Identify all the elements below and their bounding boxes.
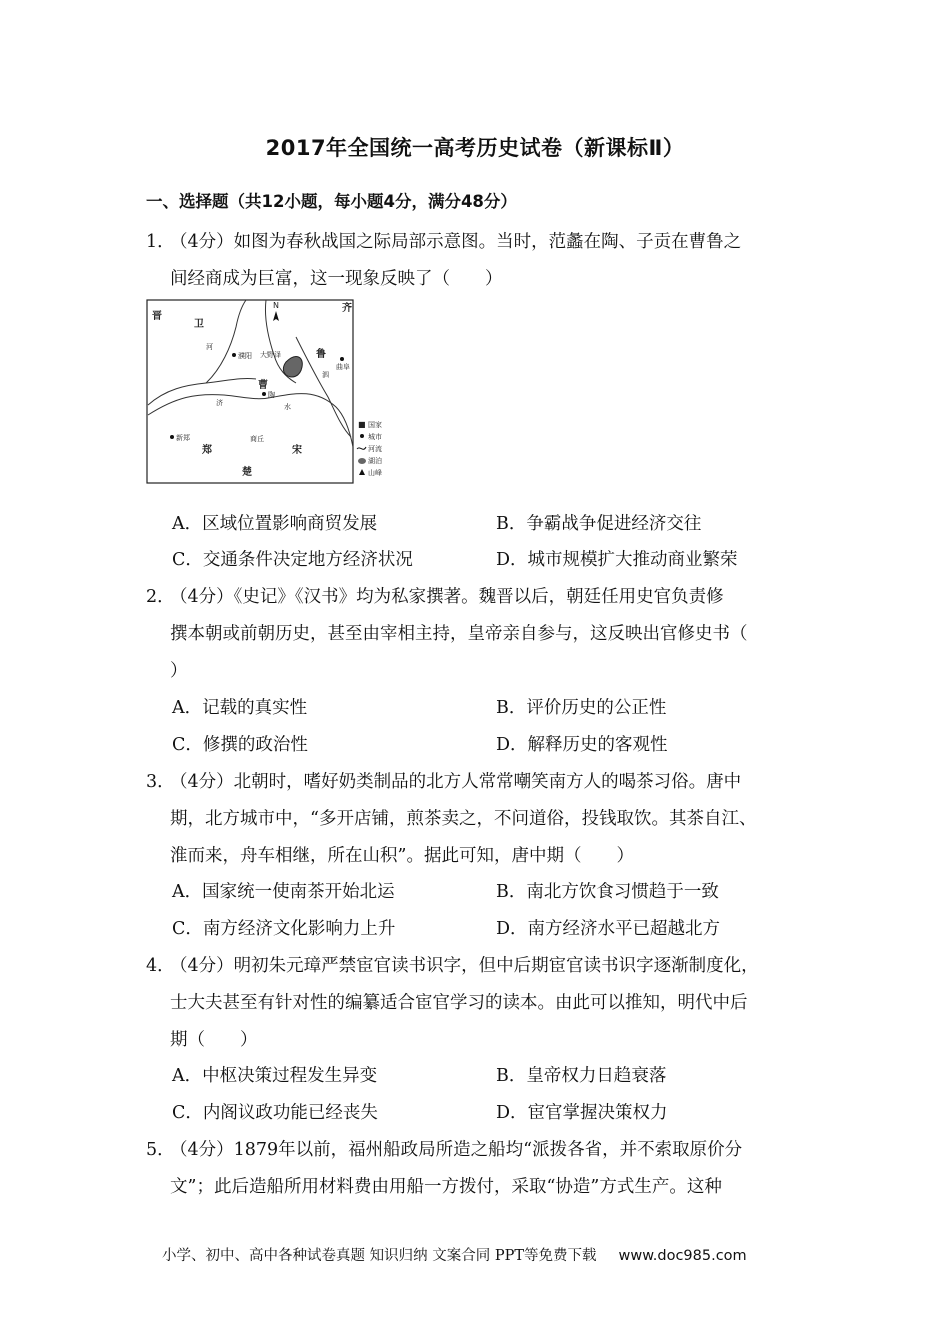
- map-label-cao: 曹: [258, 380, 268, 391]
- question-text-line: （4分）明初朱元璋严禁宦官读书识字，但中后期宦官读书识字逐渐制度化，: [170, 956, 759, 976]
- map-label-si: 泗: [322, 371, 329, 379]
- option-b[interactable]: B．南北方饮食习惯趋于一致: [496, 882, 719, 902]
- question-number: 2．: [146, 587, 175, 607]
- question-text-line: ）: [170, 661, 188, 681]
- question-number: 3．: [146, 772, 175, 792]
- map-label-qufu: 曲阜: [336, 363, 350, 371]
- option-a[interactable]: A．中枢决策过程发生异变: [172, 1066, 378, 1086]
- option-d[interactable]: D．南方经济水平已超越北方: [496, 919, 721, 939]
- city-qufu: [340, 357, 344, 361]
- question-text-line: （4分）1879年以前，福州船政局所造之船均“派拨各省，并不索取原价分: [170, 1140, 743, 1160]
- legend-city: 城市: [368, 433, 382, 441]
- map-label-puyang: 濮阳: [238, 352, 252, 360]
- option-d[interactable]: D．宦官掌握决策权力: [496, 1103, 668, 1123]
- question-text-line: 撰本朝或前朝历史，甚至由宰相主持，皇帝亲自参与，这反映出官修史书（: [170, 624, 748, 644]
- legend-mountain: 山峰: [368, 469, 382, 477]
- question-number: 1．: [146, 232, 175, 252]
- option-a[interactable]: A．国家统一使南茶开始北运: [172, 882, 395, 902]
- map-label-he: 河: [206, 343, 213, 351]
- question-text-line: 期（ ）: [170, 1030, 258, 1050]
- option-c[interactable]: C．交通条件决定地方经济状况: [172, 550, 413, 570]
- city-tao: [262, 392, 266, 396]
- map-label-song: 宋: [292, 445, 302, 456]
- map-label-chu: 楚: [242, 467, 252, 478]
- map-label-north: N: [273, 301, 279, 310]
- map-label-ji: 济: [216, 399, 223, 407]
- page-title: 2017年全国统一高考历史试卷（新课标Ⅱ）: [265, 136, 685, 160]
- option-b[interactable]: B．争霸战争促进经济交往: [496, 514, 702, 534]
- option-b[interactable]: B．评价历史的公正性: [496, 698, 667, 718]
- option-c[interactable]: C．内阁议政功能已经丧失: [172, 1103, 378, 1123]
- option-a[interactable]: A．记载的真实性: [172, 698, 308, 718]
- map-label-qi: 齐: [342, 303, 352, 314]
- footer-url-link[interactable]: www.doc985.com: [618, 1248, 747, 1264]
- map-label-tao: 陶: [268, 391, 275, 399]
- section-heading: 一、选择题（共12小题，每小题4分，满分48分）: [146, 192, 517, 211]
- question-text-line: 士大夫甚至有针对性的编纂适合宦官学习的读本。由此可以推知，明代中后: [170, 993, 748, 1013]
- map-label-wei: 卫: [194, 319, 204, 330]
- map-label-zheng: 郑: [202, 445, 212, 456]
- question-text-line: （4分）《史记》《汉书》均为私家撰著。魏晋以后，朝廷任用史官负责修: [170, 587, 724, 607]
- map-legend: [357, 420, 382, 477]
- option-d[interactable]: D．解释历史的客观性: [496, 735, 668, 755]
- map-label-lu: 鲁: [316, 349, 326, 360]
- city-puyang: [232, 353, 236, 357]
- footer-text: 小学、初中、高中各种试卷真题 知识归纳 文案合同 PPT等免费下载: [162, 1248, 597, 1264]
- map-label-xinzheng: 新郑: [176, 434, 190, 442]
- question-number: 4．: [146, 956, 175, 976]
- option-c[interactable]: C．修撰的政治性: [172, 735, 308, 755]
- map-label-shui: 水: [284, 403, 291, 411]
- question-text-line: 淮而来，舟车相继，所在山积”。据此可知，唐中期（ ）: [170, 846, 634, 866]
- question-text-line: （4分）如图为春秋战国之际局部示意图。当时，范蠡在陶、子贡在曹鲁之: [170, 232, 742, 252]
- page-footer: [162, 1244, 747, 1265]
- map-frame: [147, 300, 353, 483]
- map-label-shangqiu: 商丘: [250, 435, 264, 443]
- city-xinzheng: [170, 435, 174, 439]
- map-label-dayeze: 大野泽: [260, 351, 281, 359]
- legend-country: 国家: [368, 421, 382, 429]
- option-a[interactable]: A．区域位置影响商贸发展: [172, 514, 378, 534]
- svg-text:■: ■: [358, 420, 366, 429]
- question-text-line: 期，北方城市中，“多开店铺，煎茶卖之，不问道俗，投钱取饮。其茶自江、: [170, 809, 757, 829]
- question-number: 5．: [146, 1140, 175, 1160]
- option-c[interactable]: C．南方经济文化影响力上升: [172, 919, 396, 939]
- spring-autumn-map: [146, 297, 406, 485]
- legend-lake: 湖泊: [368, 457, 382, 465]
- question-text-line: 间经商成为巨富，这一现象反映了（ ）: [170, 269, 503, 289]
- map-label-jin: 晋: [152, 311, 162, 322]
- question-text-line: （4分）北朝时，嗜好奶类制品的北方人常常嘲笑南方人的喝茶习俗。唐中: [170, 772, 742, 792]
- option-d[interactable]: D．城市规模扩大推动商业繁荣: [496, 550, 738, 570]
- legend-river: 河流: [368, 445, 382, 453]
- option-b[interactable]: B．皇帝权力日趋衰落: [496, 1066, 667, 1086]
- question-text-line: 文”；此后造船所用材料费由用船一方拨付，采取“协造”方式生产。这种: [170, 1177, 722, 1197]
